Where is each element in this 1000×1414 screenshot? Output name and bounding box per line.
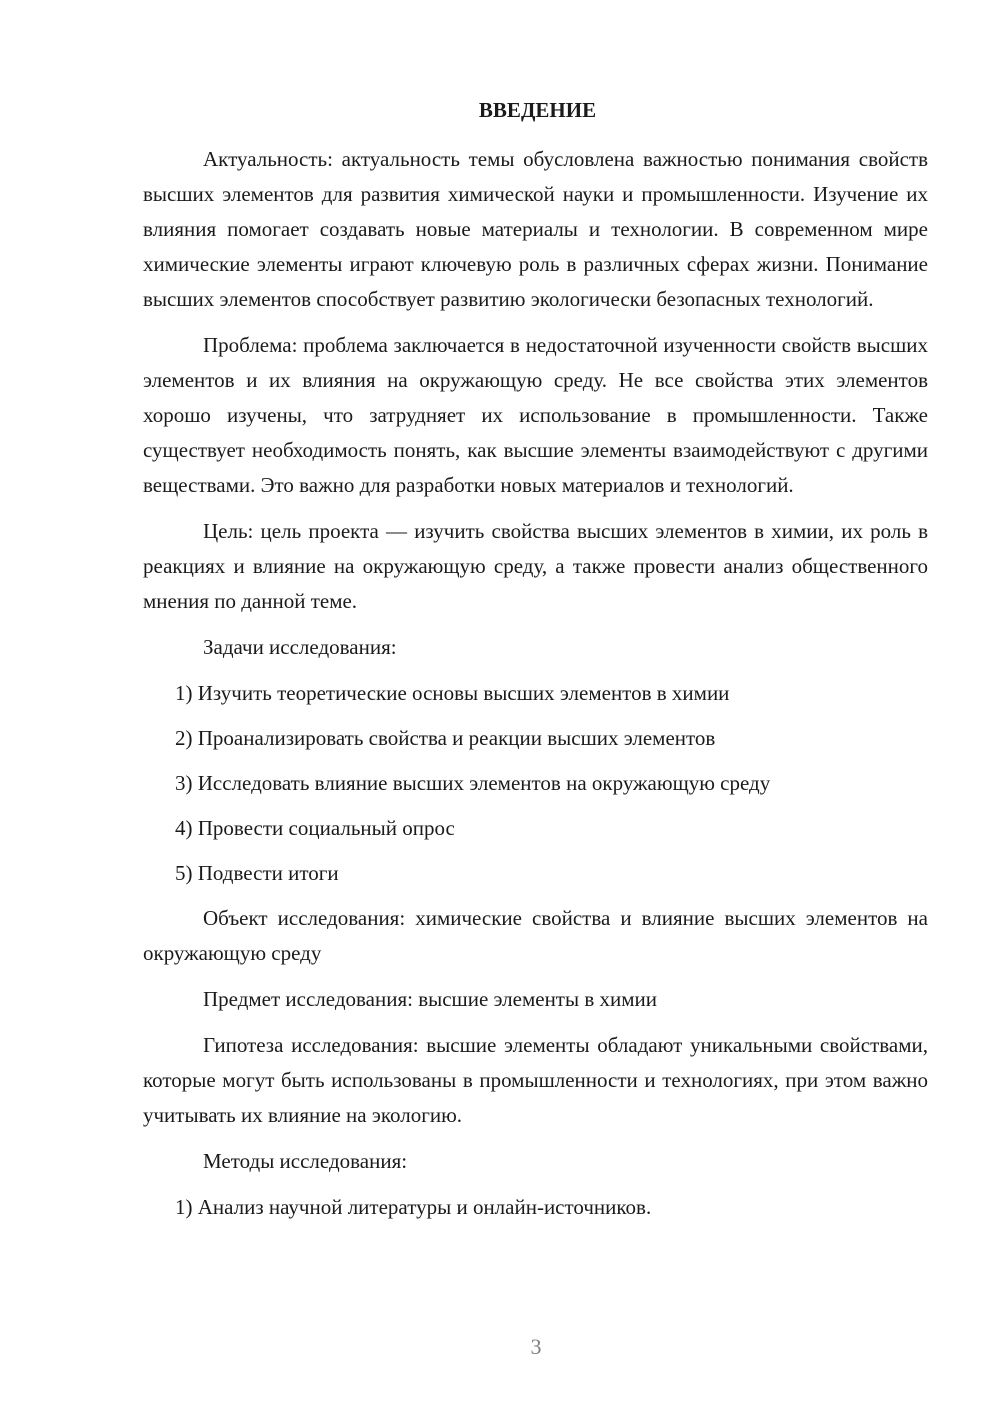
task-item: 5) Подвести итоги: [175, 861, 339, 885]
page-number: 3: [530, 1334, 542, 1359]
paragraph-subject: Предмет исследования: высшие элементы в химии: [203, 987, 658, 1011]
paragraph-object: Объект исследования: химические свойства и влияние высших элементов на окружающую среду: [143, 906, 928, 965]
paragraph-problem: Проблема: проблема заключается в недостаточной изученности свойств высших элементов и их влияния на окружающую среду. Не все свойства этих элементов хорошо изучены, что затрудняет их использование в промышленности. Также существует необходимость понять, как высшие элементы взаимодействуют с другими веществами. Это важно для разработки новых материалов и технологий.: [143, 333, 928, 497]
task-item: 1) Изучить теоретические основы высших элементов в химии: [175, 681, 730, 705]
task-item: 3) Исследовать влияние высших элементов на окружающую среду: [175, 771, 771, 795]
paragraph-relevance: Актуальность: актуальность темы обусловлена важностью понимания свойств высших элементов для развития химической науки и промышленности. Изучение их влияния помогает создавать новые материалы и технологии. В современном мире химические элементы играют ключевую роль в различных сферах жизни. Понимание высших элементов способствует развитию экологически безопасных технологий.: [143, 147, 928, 311]
task-item: 2) Проанализировать свойства и реакции высших элементов: [175, 726, 716, 750]
paragraph-goal: Цель: цель проекта — изучить свойства высших элементов в химии, их роль в реакциях и влияние на окружающую среду, а также провести анализ общественного мнения по данной теме.: [143, 519, 928, 613]
tasks-heading: Задачи исследования:: [203, 635, 397, 659]
task-item: 4) Провести социальный опрос: [175, 816, 455, 840]
method-item: 1) Анализ научной литературы и онлайн-источников.: [175, 1195, 652, 1219]
paragraph-hypothesis: Гипотеза исследования: высшие элементы обладают уникальными свойствами, которые могут быть использованы в промышленности и технологиях, при этом важно учитывать их влияние на экологию.: [143, 1033, 928, 1127]
document-page: [143, 96, 928, 1235]
section-title: ВВЕДЕНИЕ: [478, 98, 597, 122]
methods-heading: Методы исследования:: [203, 1149, 408, 1173]
